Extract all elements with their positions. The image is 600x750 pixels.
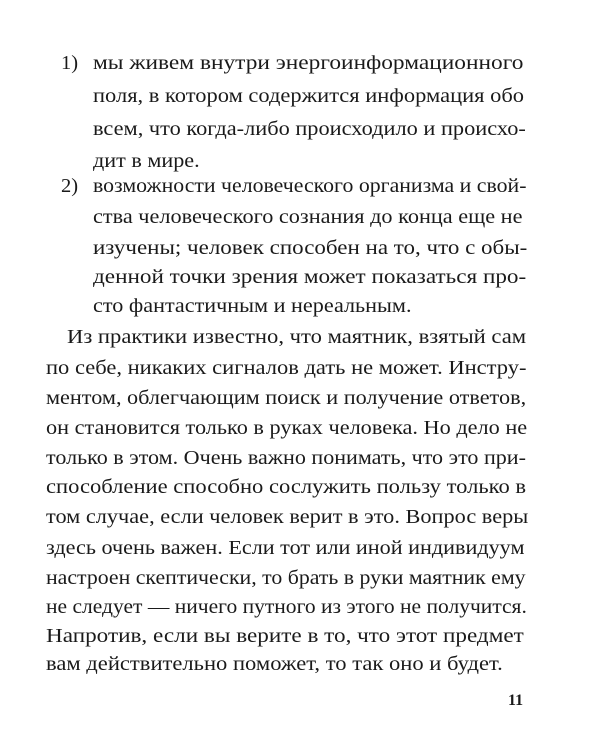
list-item-2-line-1: возможности человеческого организма и свой- bbox=[93, 175, 527, 197]
paragraph-line-10: не следует — ничего путного из этого не получится. bbox=[46, 596, 527, 618]
paragraph-line-12: вам действительно поможет, то так оно и будет. bbox=[46, 653, 503, 675]
paragraph-line-11: Напротив, если вы верите в то, что этот предмет bbox=[46, 625, 524, 647]
list-item-2-line-2: ства человеческого сознания до конца еще не bbox=[93, 206, 523, 228]
paragraph-line-4: он становится только в руках человека. Но дело не bbox=[46, 417, 528, 439]
page-number: 11 bbox=[508, 692, 524, 709]
list-item-1-line-2: поля, в котором содержится информация обо bbox=[93, 85, 525, 107]
paragraph-line-3: ментом, облегчающим поиск и получение ответов, bbox=[46, 387, 527, 409]
paragraph-line-8: здесь очень важен. Если тот или иной индивидуум bbox=[46, 537, 525, 559]
list-marker-2: 2) bbox=[61, 175, 79, 197]
paragraph-line-1: Из практики известно, что маятник, взятый сам bbox=[67, 326, 527, 348]
paragraph-line-2: по себе, никаких сигналов дать не может. Инстру- bbox=[46, 357, 527, 379]
paragraph-line-5: только в этом. Очень важно понимать, что это при- bbox=[46, 447, 526, 469]
list-item-1-line-1: мы живем внутри энергоинформационного bbox=[93, 52, 524, 74]
list-marker-1: 1) bbox=[61, 52, 79, 74]
list-item-2-line-4: денной точки зрения может показаться про- bbox=[93, 266, 527, 288]
paragraph-line-9: настроен скептически, то брать в руки маятник ему bbox=[46, 567, 526, 589]
paragraph-line-6: способление способно сослужить пользу только в bbox=[46, 476, 527, 498]
paragraph-line-7: том случае, если человек верит в это. Вопрос веры bbox=[46, 506, 529, 528]
list-item-2-line-5: сто фантастичным и нереальным. bbox=[93, 295, 412, 317]
list-item-1-line-4: дит в мире. bbox=[93, 150, 200, 172]
list-item-1-line-3: всем, что когда-либо происходило и происхо- bbox=[93, 118, 526, 140]
list-item-2-line-3: изучены; человек способен на то, что с обы- bbox=[93, 237, 528, 259]
